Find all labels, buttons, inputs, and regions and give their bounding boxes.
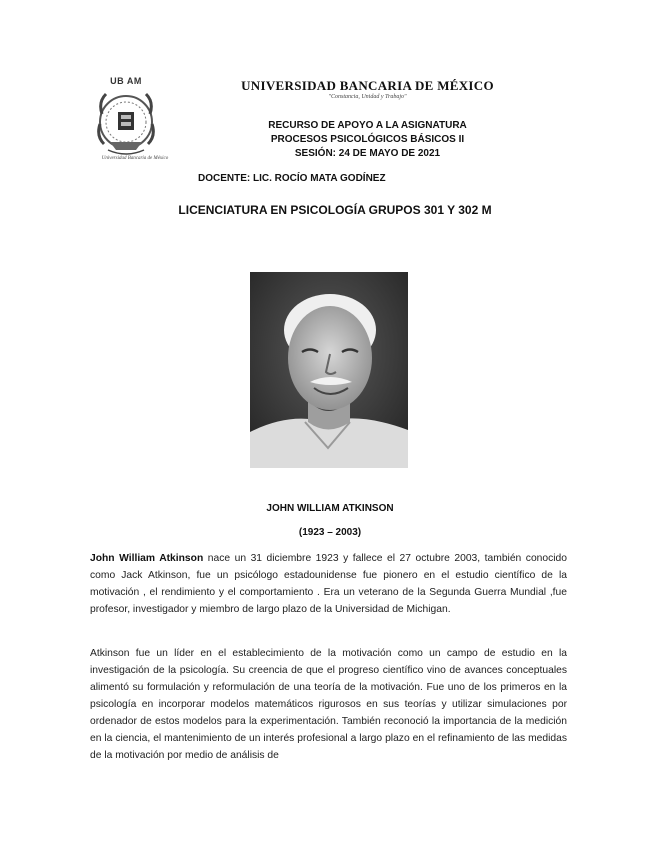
resource-line-1: RECURSO DE APOYO A LA ASIGNATURA	[268, 120, 467, 131]
seal-emblem-icon	[96, 84, 174, 164]
session-date: SESIÓN: 24 DE MAYO DE 2021	[294, 148, 441, 159]
biography-paragraph-2: Atkinson fue un líder en el establecimiento de la motivación como un campo de estudio en la investigación de la psicología. Su creencia de que el progreso científico vino de avances conceptuales alimentó su formulación y reformulación de una teoría de la motivación. Fue uno de los primeros en la psicología en incorporar modelos matemáticos rigurosos en sus teorías y utilizar simulaciones por ordenador de estos modelos para la experimentación. También reconoció la importancia de la medición en la ciencia, el mantenimiento de un interés profesional a largo plazo en el refinamiento de las medidas de la motivación por medio de análisis de	[90, 648, 567, 761]
university-name: UNIVERSIDAD BANCARIA DE MÉXICO	[241, 78, 494, 93]
portrait-image	[250, 272, 408, 468]
portrait-photo	[250, 272, 408, 468]
teacher-name: DOCENTE: LIC. ROCÍO MATA GODÍNEZ	[198, 173, 386, 184]
resource-line-2: PROCESOS PSICOLÓGICOS BÁSICOS II	[270, 134, 465, 145]
subject-name: JOHN WILLIAM ATKINSON	[266, 503, 394, 514]
program-title: LICENCIATURA EN PSICOLOGÍA GRUPOS 301 Y 302 M	[178, 203, 492, 217]
logo-letters: UB AM	[110, 76, 142, 86]
logo-caption: Universidad Bancaria de México	[101, 156, 169, 161]
paragraph-1-text: nace un 31 diciembre 1923 y fallece el 27 octubre 2003, también conocido como Jack Atkinson, fue un psicólogo estadounidense fue pionero en el estudio científico de la motivación , el rendimiento y el comportamiento . Era un veterano de la Segunda Guerra Mundial ,fue profesor, investigador y miembro de largo plazo de la Universidad de Michigan.	[90, 553, 568, 615]
university-motto: "Constancia, Unidad y Trabajo"	[328, 94, 407, 100]
subject-name-inline: John William Atkinson	[90, 553, 204, 564]
biography-paragraph-1	[90, 550, 567, 618]
university-seal-logo	[96, 76, 174, 166]
subject-years: (1923 – 2003)	[298, 527, 362, 538]
